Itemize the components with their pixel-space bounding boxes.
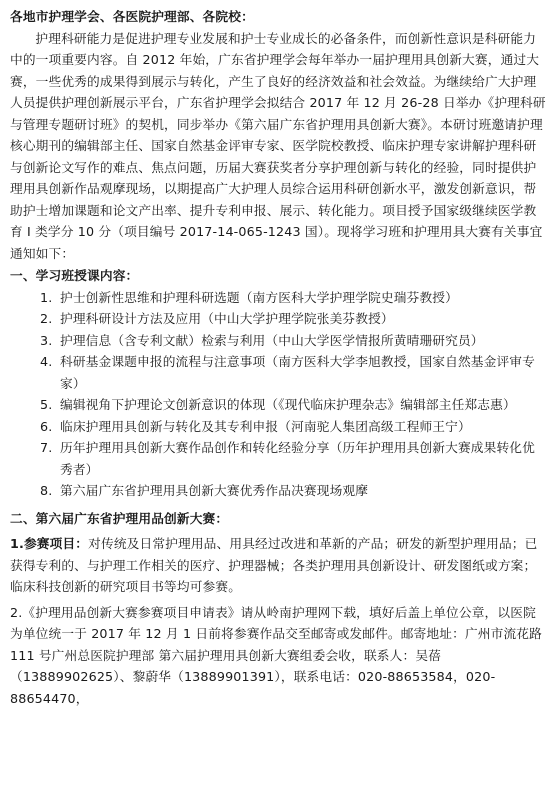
item-text: 临床护理用具创新与转化及其专利申报（河南驼人集团高级工程师王宁） [60, 418, 471, 434]
item-number: 3. [40, 332, 53, 348]
item-text: 历年护理用具创新大赛作品创作和转化经验分享（历年护理用具创新大赛成果转化优秀者） [60, 440, 535, 477]
item-number: 8. [40, 483, 53, 498]
section2-heading: 二、第六届广东省护理用品创新大赛： [10, 510, 229, 526]
list-item [40, 308, 546, 330]
item-number: 4. [40, 354, 53, 369]
item-number: 5. [40, 397, 53, 412]
course-topic-list [10, 287, 546, 502]
intro-paragraph: 护理科研能力是促进护理专业发展和护士专业成长的必备条件，而创新性意识是科研能力中的一项重要内容。自 2012 年始，广东省护理学会每年举办一届护理用具创新大赛，通过大赛，一些优秀的成果得到展示与转化，产生了良好的经济效益和社会效益。为继续给广大护理人员提供护理创新展示平台，广东省护理学会拟结合 2017 年 12 月 26-28 日举办《护理科研与管理专题研讨班》的契机，同步举办《第六届广东省护理用具创新大赛》。本研讨班邀请护理核心期刊的编辑部主任、国家自然基金评审专家、医学院校教授、临床护理专家讲解护理科研与创新论文写作的难点、焦点问题，历届大赛获奖者分享护理创新与转化的经验，同时提供护理用具创新作品观摩现场，以期提高广大护理人员综合运用科研创新水平，激发创新意识，帮助护士增加课题和论文产出率、提升专利申报、展示、转化能力。项目授予国家级继续医学教育 I 类学分 10 分（项目编号 2017-14-065-1243 国）。现将学习班和护理用具大赛有关事宜通知如下： [10, 30, 546, 261]
section2-item2: 2.《护理用品创新大赛参赛项目申请表》请从岭南护理网下载，填好后盖上单位公章，以医院为单位统一于 2017 年 12 月 1 日前将参赛作品交至邮寄或发邮件。邮寄地址：广州市流花路 111 号广州总医院护理部 第六届护理用具创新大赛组委会收，联系人：吴蓓（13889902625）、黎蔚华（13889901391），联系电话：020-88653584，020-88654470， [10, 604, 542, 706]
list-item [40, 416, 546, 438]
list-item [40, 351, 546, 394]
section1-heading: 一、学习班授课内容： [10, 268, 139, 283]
list-item [40, 480, 546, 502]
item-text: 护理信息（含专利文献）检索与利用（中山大学医学情报所黄晴珊研究员） [60, 332, 484, 348]
item-number: 6. [40, 418, 53, 434]
item-number: 1. [40, 289, 53, 305]
item1-text: 对传统及日常护理用品、用具经过改进和革新的产品；研发的新型护理用品；已获得专利的、与护理工作相关的医疗、护理器械；各类护理用具创新设计、研发图纸或方案；临床科技创新的研究项目书等均可参赛。 [10, 536, 538, 594]
list-item [40, 287, 546, 309]
item-number: 7. [40, 440, 53, 455]
item-number: 2. [40, 311, 53, 326]
item-text: 编辑视角下护理论文创新意识的体现（《现代临床护理杂志》编辑部主任郑志惠） [60, 397, 516, 412]
salutation: 各地市护理学会、各医院护理部、各院校： [10, 9, 254, 24]
item-text: 科研基金课题申报的流程与注意事项（南方医科大学李旭教授，国家自然基金评审专家） [60, 354, 535, 391]
list-item [40, 437, 546, 480]
list-item [40, 394, 546, 416]
item-text: 第六届广东省护理用具创新大赛优秀作品决赛现场观摩 [60, 483, 369, 498]
item-text: 护士创新性思维和护理科研选题（南方医科大学护理学院史瑞芬教授） [60, 289, 458, 305]
item1-label: 1.参赛项目： [10, 536, 89, 551]
item-text: 护理科研设计方法及应用（中山大学护理学院张美芬教授） [60, 311, 394, 326]
section2-item1 [10, 533, 546, 598]
list-item [40, 330, 546, 352]
